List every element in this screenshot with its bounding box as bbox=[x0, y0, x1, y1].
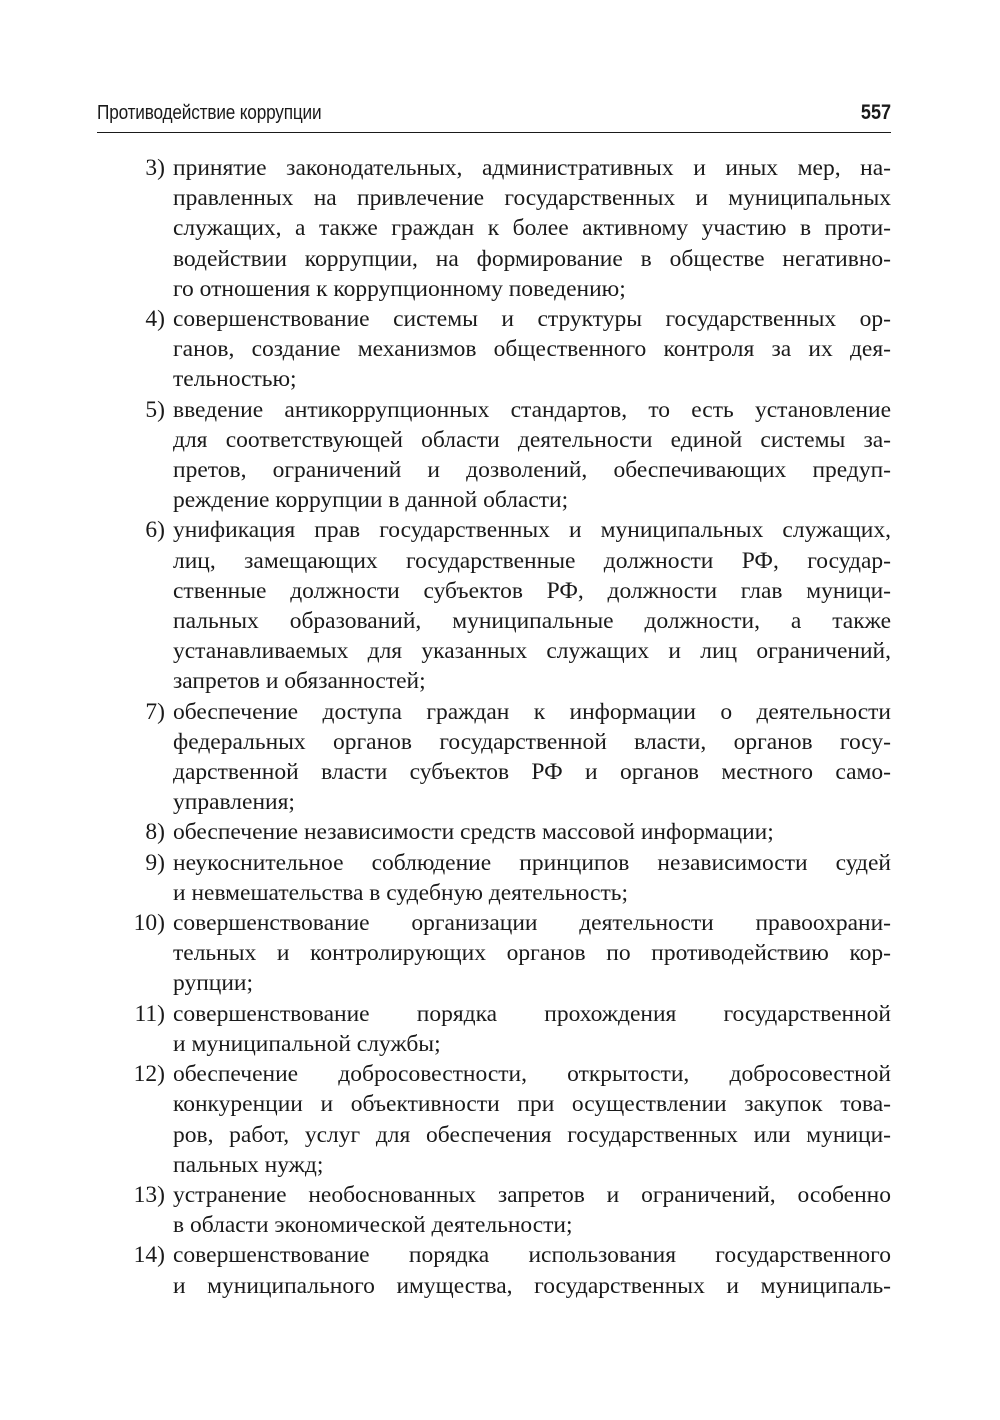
list-item-text-line: федеральных органов государственной власти, органов госу- bbox=[173, 728, 891, 755]
list-item-text-line: го отношения к коррупционному поведению; bbox=[173, 275, 626, 302]
list-item-text-line: лиц, замещающих государственные должности РФ, государ- bbox=[173, 547, 891, 574]
list-item bbox=[97, 908, 891, 999]
list-item-text-line: введение антикоррупционных стандартов, то есть установление bbox=[173, 396, 891, 423]
list-item-text-line: тельных и контролирующих органов по противодействию кор- bbox=[173, 940, 891, 967]
list-item-text-line: пальных образований, муниципальные должности, а также bbox=[173, 608, 891, 635]
list-item bbox=[97, 1059, 891, 1180]
list-item-text-line: запретов и обязанностей; bbox=[173, 668, 426, 695]
list-item-text-line: неукоснительное соблюдение принципов независимости судей bbox=[173, 849, 891, 876]
list-item-text-line: и муниципального имущества, государственных и муниципаль- bbox=[173, 1272, 891, 1299]
list-item bbox=[97, 817, 891, 847]
list-item-text-line: совершенствование организации деятельности правоохрани- bbox=[173, 910, 891, 937]
list-item-text-line: и муниципальной службы; bbox=[173, 1030, 441, 1057]
list-item-text-line: обеспечение доступа граждан к информации о деятельности bbox=[173, 698, 891, 725]
list-item bbox=[97, 395, 891, 516]
list-item-number: 10) bbox=[133, 910, 165, 937]
list-item-text-line: ганов, создание механизмов общественного контроля за их дея- bbox=[173, 336, 891, 363]
list-item-number: 5) bbox=[145, 396, 165, 423]
list-item-number: 12) bbox=[133, 1061, 165, 1088]
running-header bbox=[97, 100, 891, 133]
list-item-text-line: унификация прав государственных и муниципальных служащих, bbox=[173, 517, 891, 544]
list-item-number: 8) bbox=[145, 819, 165, 846]
list-item-text-line: совершенствование порядка прохождения государственной bbox=[173, 1000, 891, 1027]
list-item-text-line: совершенствование порядка использования государственного bbox=[173, 1242, 891, 1269]
list-item-number: 6) bbox=[145, 517, 165, 544]
list-item-text-line: для соответствующей области деятельности единой системы за- bbox=[173, 426, 891, 453]
list-item-number: 11) bbox=[134, 1000, 165, 1027]
list-item-text-line: принятие законодательных, административных и иных мер, на- bbox=[173, 155, 891, 181]
list-item-text-line: пальных нужд; bbox=[173, 1151, 324, 1178]
list-item-number: 7) bbox=[145, 698, 165, 725]
list-item-text-line: ственные должности субъектов РФ, должности глав муници- bbox=[173, 577, 891, 604]
list-item bbox=[97, 1240, 891, 1300]
list-item-number: 9) bbox=[145, 849, 165, 876]
list-item bbox=[97, 153, 891, 304]
list-item-text-line: конкуренции и объективности при осуществлении закупок това- bbox=[173, 1091, 891, 1118]
list-item-text-line: претов, ограничений и дозволений, обеспечивающих предуп- bbox=[173, 457, 891, 484]
list-item-number: 3) bbox=[145, 155, 165, 181]
list-item-text-line: в области экономической деятельности; bbox=[173, 1212, 573, 1239]
list-item-text-line: реждение коррупции в данной области; bbox=[173, 487, 569, 514]
list-item bbox=[97, 515, 891, 696]
list-item-text-line: рупции; bbox=[173, 970, 254, 997]
list-item-number: 13) bbox=[133, 1181, 165, 1208]
list-item-text-line: совершенствование системы и структуры государственных ор- bbox=[173, 306, 891, 333]
list-item-text-line: устанавливаемых для указанных служащих и лиц ограничений, bbox=[173, 638, 891, 665]
page-number: 557 bbox=[860, 101, 891, 124]
list-item-text-line: водействии коррупции, на формирование в обществе негативно- bbox=[173, 245, 891, 272]
list-item-text-line: тельностью; bbox=[173, 366, 297, 393]
list-item-text-line: управления; bbox=[173, 789, 295, 816]
list-item-text-line: устранение необоснованных запретов и ограничений, особенно bbox=[173, 1181, 891, 1208]
running-header-title: Противодействие коррупции bbox=[97, 102, 322, 124]
list-item-text-line: обеспечение добросовестности, открытости, добросовестной bbox=[173, 1061, 891, 1088]
list-item-text-line: правленных на привлечение государственных и муниципальных bbox=[173, 185, 891, 212]
list-item-text-line: дарственной власти субъектов РФ и органов местного само- bbox=[173, 759, 891, 786]
list-item bbox=[97, 999, 891, 1059]
list-item bbox=[97, 848, 891, 908]
list-item-text-line: обеспечение независимости средств массовой информации; bbox=[173, 819, 774, 846]
measures-list bbox=[97, 153, 891, 1301]
list-item-text-line: ров, работ, услуг для обеспечения государственных или муници- bbox=[173, 1121, 891, 1148]
list-item-number: 4) bbox=[145, 306, 165, 333]
list-item-number: 14) bbox=[133, 1242, 165, 1269]
list-item-text-line: служащих, а также граждан к более активному участию в проти- bbox=[173, 215, 891, 242]
list-item bbox=[97, 697, 891, 818]
list-item-text-line: и невмешательства в судебную деятельность; bbox=[173, 879, 628, 906]
list-item bbox=[97, 304, 891, 395]
list-item bbox=[97, 1180, 891, 1240]
